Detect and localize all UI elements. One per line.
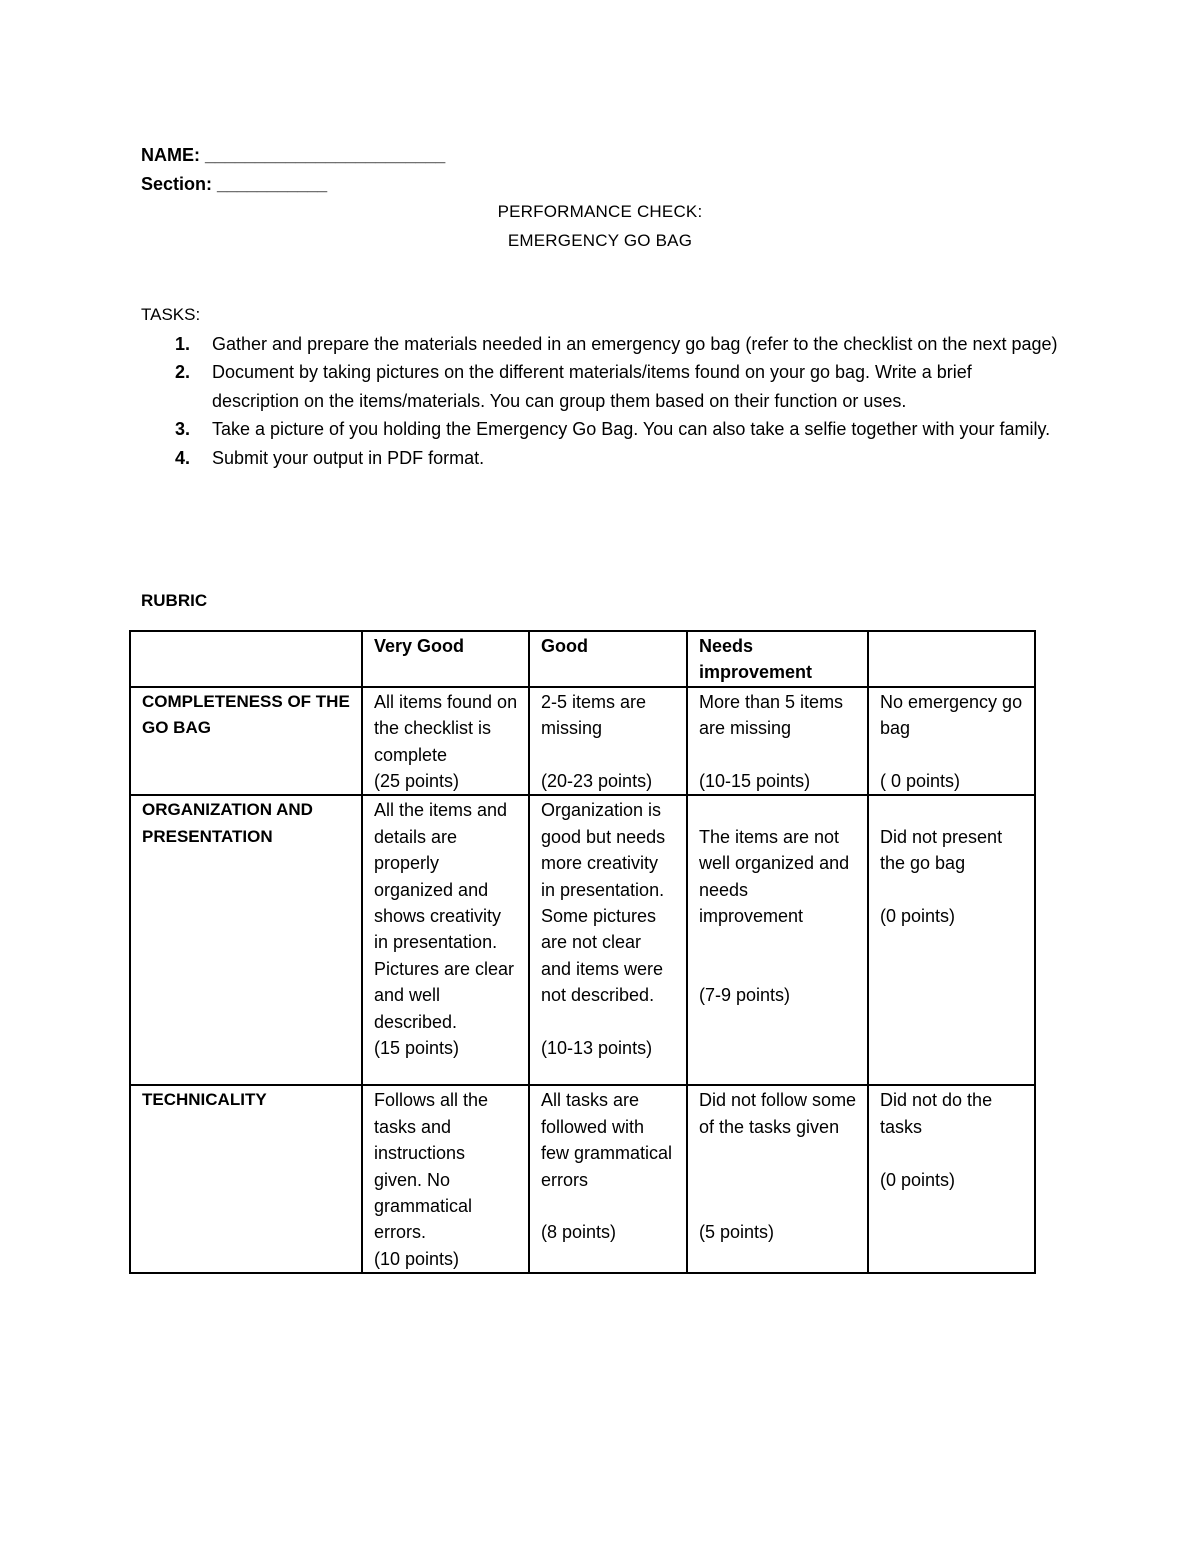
task-item	[141, 415, 1061, 443]
rubric-cell	[362, 795, 529, 1085]
document-title-line-2: EMERGENCY GO BAG	[507, 231, 693, 250]
cell-description: 2-5 items are missing	[541, 691, 647, 739]
rubric-row-technicality	[130, 1085, 1035, 1273]
rubric-header-row	[130, 631, 1035, 687]
cell-points: (0 points)	[880, 906, 956, 927]
cell-points: ( 0 points)	[880, 771, 961, 792]
rubric-header-needs-improvement: Needs improvement	[687, 631, 868, 687]
task-number: 3.	[175, 419, 191, 440]
cell-points: (7-9 points)	[699, 985, 791, 1006]
cell-description: No emergency go bag	[880, 691, 1023, 739]
cell-points: (25 points)	[374, 771, 460, 792]
rubric-cell	[868, 795, 1035, 1085]
task-number: 2.	[175, 362, 191, 383]
rubric-cell	[687, 1085, 868, 1273]
task-number: 1.	[175, 334, 191, 354]
cell-points: (0 points)	[880, 1169, 956, 1190]
criterion-label: ORGANIZATION AND PRESENTATION	[130, 795, 362, 1085]
cell-points: (10 points)	[374, 1248, 460, 1269]
rubric-cell	[362, 1085, 529, 1273]
cell-description: Did not present the go bag	[880, 826, 1003, 874]
cell-points: (15 points)	[374, 1038, 460, 1059]
cell-points: (20-23 points)	[541, 771, 653, 792]
rubric-cell	[362, 687, 529, 796]
task-text: Gather and prepare the materials needed in an emergency go bag (refer to the checklist on the next page)	[212, 334, 1058, 354]
cell-points: (5 points)	[699, 1222, 775, 1243]
rubric-cell	[529, 1085, 687, 1273]
rubric-cell	[529, 795, 687, 1085]
cell-description: Organization is good but needs more creativity in presentation. Some pictures are not clear and items were not described.	[541, 800, 666, 1006]
criterion-label: TECHNICALITY	[130, 1085, 362, 1273]
rubric-table	[129, 630, 1036, 1274]
criterion-label: COMPLETENESS OF THE GO BAG	[130, 687, 362, 796]
task-item	[141, 444, 1061, 472]
task-item	[141, 358, 1061, 415]
rubric-header-blank	[130, 631, 362, 687]
rubric-cell	[687, 687, 868, 796]
cell-description: All items found on the checklist is complete	[374, 691, 518, 765]
task-list	[141, 330, 1061, 472]
rubric-header-very-good: Very Good	[362, 631, 529, 687]
cell-points: (10-13 points)	[541, 1038, 653, 1059]
rubric-cell	[868, 1085, 1035, 1273]
rubric-cell	[529, 687, 687, 796]
rubric-heading: RUBRIC	[141, 591, 208, 610]
cell-description: Did not follow some of the tasks given	[699, 1090, 857, 1137]
cell-description: More than 5 items are missing	[699, 691, 844, 739]
cell-description: Follows all the tasks and instructions given. No grammatical errors.	[374, 1090, 489, 1243]
task-text: Document by taking pictures on the different materials/items found on your go bag. Write a brief description on the items/materials. You can group them based on their function or uses.	[212, 362, 972, 411]
cell-points: (10-15 points)	[699, 771, 811, 792]
cell-points: (8 points)	[541, 1222, 617, 1243]
rubric-cell	[868, 687, 1035, 796]
cell-description: Did not do the tasks	[880, 1090, 993, 1137]
section-field: Section: ___________	[141, 174, 328, 194]
rubric-row-organization	[130, 795, 1035, 1085]
document-title-line-1: PERFORMANCE CHECK:	[497, 202, 703, 221]
rubric-header-good: Good	[529, 631, 687, 687]
cell-description: The items are not well organized and needs improvement	[699, 826, 850, 927]
cell-description: All tasks are followed with few grammatical errors	[541, 1090, 673, 1190]
tasks-heading: TASKS:	[141, 305, 201, 324]
rubric-cell	[687, 795, 868, 1085]
cell-description: All the items and details are properly organized and shows creativity in presentation. Pictures are clear and well described.	[374, 800, 515, 1032]
task-number: 4.	[175, 447, 191, 468]
task-text: Submit your output in PDF format.	[212, 447, 485, 468]
name-field: NAME: ________________________	[141, 145, 446, 165]
task-item	[141, 330, 1061, 358]
rubric-row-completeness	[130, 687, 1035, 796]
task-text: Take a picture of you holding the Emergency Go Bag. You can also take a selfie together with your family.	[212, 419, 1051, 440]
rubric-header-last	[868, 631, 1035, 687]
